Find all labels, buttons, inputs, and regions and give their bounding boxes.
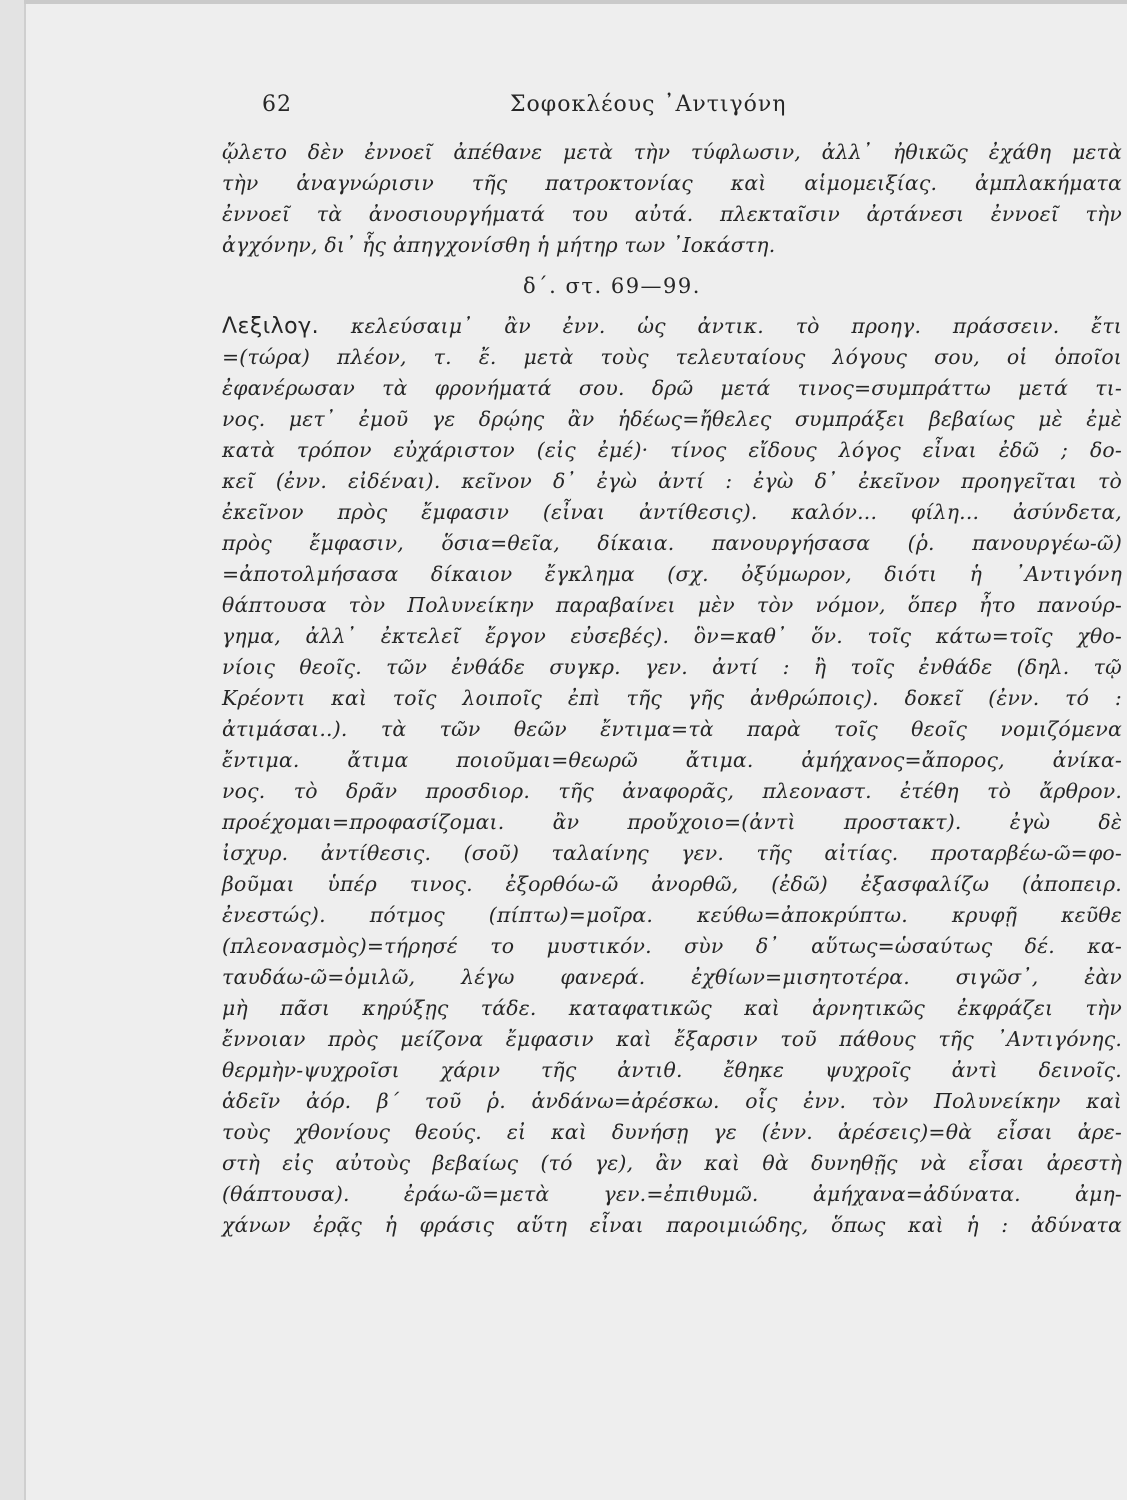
- intro-line: ἀγχόνην, δι᾿ ἧς ἀπηγχονίσθη ἡ μήτηρ των ᾿Ιοκάστη.: [222, 233, 776, 257]
- lexicon-line: βοῦμαι ὑπέρ τινος. ἐξορθόω-ῶ ἀνορθῶ, (ἐδῶ) ἐξασφαλίζω (ἀποπειρ.: [222, 872, 1122, 896]
- lexicon-line: κατὰ τρόπον εὐχάριστον (εἰς ἐμέ)· τίνος εἴδους λόγος εἶναι ἐδῶ ; δο-: [222, 438, 1122, 462]
- lexicon-line: κεῖ (ἐνν. εἰδέναι). κεῖνον δ᾿ ἐγὼ ἀντί : ἐγὼ δ᾿ ἐκεῖνον προηγεῖται τὸ: [222, 469, 1122, 493]
- intro-line: τὴν ἀναγνώρισιν τῆς πατροκτονίας καὶ αἱμομειξίας. ἀμπλακήματα: [222, 171, 1122, 195]
- lexicon-line: χάνων ἐρᾷς ἡ φράσις αὕτη εἶναι παροιμιώδης, ὅπως καὶ ἡ : ἀδύνατα: [222, 1213, 1122, 1237]
- lexicon-line: ἐνεστώς). πότμος (πίπτω)=μοῖρα. κεύθω=ἀποκρύπτω. κρυφῇ κεῦθε: [222, 903, 1122, 927]
- lexicon-line: νος. μετ᾿ ἐμοῦ γε δρῴης ἂν ἡδέως=ἤθελες συμπράξει βεβαίως μὲ ἐμὲ: [222, 407, 1122, 431]
- lexicon-line: Κρέοντι καὶ τοῖς λοιποῖς ἐπὶ τῆς γῆς ἀνθρώποις). δοκεῖ (ἐνν. τό :: [222, 686, 1122, 710]
- lexicon-line: ἐκεῖνον πρὸς ἔμφασιν (εἶναι ἀντίθεσις). καλόν... φίλη... ἀσύνδετα,: [222, 500, 1122, 524]
- lexicon-line: πρὸς ἔμφασιν, ὅσια=θεῖα, δίκαια. πανουργήσασα (ῥ. πανουργέω-ῶ): [222, 531, 1122, 555]
- page-number: 62: [262, 92, 292, 117]
- lexicon-line: νίοις θεοῖς. τῶν ἐνθάδε συγκρ. γεν. ἀντί : ἢ τοῖς ἐνθάδε (δηλ. τῷ: [222, 655, 1122, 679]
- lexicon-line: νος. τὸ δρᾶν προσδιορ. τῆς ἀναφορᾶς, πλεοναστ. ἐτέθη τὸ ἄρθρον.: [222, 779, 1122, 803]
- lexicon-line: ἀτιμάσαι..). τὰ τῶν θεῶν ἔντιμα=τὰ παρὰ τοῖς θεοῖς νομιζόμενα: [222, 717, 1122, 741]
- lexicon-first-line: [222, 311, 1122, 342]
- lexicon-line: ἔννοιαν πρὸς μείζονα ἔμφασιν καὶ ἔξαρσιν τοῦ πάθους τῆς ᾿Αντιγόνης.: [222, 1027, 1122, 1051]
- section-heading: δ΄. στ. 69—99.: [523, 274, 701, 298]
- lexicon-line: ἁδεῖν ἀόρ. β΄ τοῦ ῥ. ἁνδάνω=ἀρέσκω. οἷς ἐνν. τὸν Πολυνείκην καὶ: [222, 1089, 1122, 1113]
- lexicon-line: ἰσχυρ. ἀντίθεσις. (σοῦ) ταλαίνης γεν. τῆς αἰτίας. προταρβέω-ῶ=φο-: [222, 841, 1122, 865]
- lexicon-line: μὴ πᾶσι κηρύξῃς τάδε. καταφατικῶς καὶ ἀρνητικῶς ἐκφράζει τὴν: [222, 996, 1122, 1020]
- book-page: [24, 4, 1127, 1500]
- lexicon-line: ἐφανέρωσαν τὰ φρονήματά σου. δρῶ μετά τινος=συμπράττω μετά τι-: [222, 376, 1122, 400]
- lexicon-line: προέχομαι=προφασίζομαι. ἂν προὔχοιο=(ἀντὶ προστακτ). ἐγὼ δὲ: [222, 810, 1122, 834]
- lexicon-line: θάπτουσα τὸν Πολυνείκην παραβαίνει μὲν τὸν νόμον, ὅπερ ἦτο πανούρ-: [222, 593, 1122, 617]
- intro-line: ᾤλετο δὲν ἐννοεῖ ἀπέθανε μετὰ τὴν τύφλωσιν, ἀλλ᾿ ἠθικῶς ἐχάθη μετὰ: [222, 140, 1122, 164]
- lexicon-line: =ἀποτολμήσασα δίκαιον ἔγκλημα (σχ. ὀξύμωρον, διότι ἡ ᾿Αντιγόνη: [222, 562, 1122, 586]
- running-title: Σοφοκλέους ᾿Αντιγόνη: [510, 92, 787, 117]
- intro-line: ἐννοεῖ τὰ ἀνοσιουργήματά του αὐτά. πλεκταῖσιν ἀρτάνεσι ἐννοεῖ τὴν: [222, 202, 1122, 226]
- lexicon-label: Λεξιλογ.: [222, 314, 320, 339]
- lexicon-line: τοὺς χθονίους θεούς. εἰ καὶ δυνήσῃ γε (ἐνν. ἀρέσεις)=θὰ εἶσαι ἀρε-: [222, 1120, 1122, 1144]
- lexicon-line: γημα, ἀλλ᾿ ἐκτελεῖ ἔργον εὐσεβές). ὃν=καθ᾿ ὅν. τοῖς κάτω=τοῖς χθο-: [222, 624, 1122, 648]
- lexicon-line: (θάπτουσα). ἐράω-ῶ=μετὰ γεν.=ἐπιθυμῶ. ἀμήχανα=ἀδύνατα. ἀμη-: [222, 1182, 1122, 1206]
- lexicon-line: (πλεονασμὸς)=τήρησέ το μυστικόν. σὺν δ᾿ αὕτως=ὡσαύτως δέ. κα-: [222, 934, 1122, 958]
- lexicon-line: στὴ εἰς αὐτοὺς βεβαίως (τό γε), ἂν καὶ θὰ δυνηθῇς νὰ εἶσαι ἀρεστὴ: [222, 1151, 1122, 1175]
- lexicon-line: ἔντιμα. ἄτιμα ποιοῦμαι=θεωρῶ ἄτιμα. ἀμήχανος=ἄπορος, ἀνίκα-: [222, 748, 1122, 772]
- running-head: [26, 92, 1127, 132]
- lexicon-line: θερμὴν-ψυχροῖσι χάριν τῆς ἀντιθ. ἔθηκε ψυχροῖς ἀντὶ δεινοῖς.: [222, 1058, 1122, 1082]
- lexicon-line: ταυδάω-ῶ=ὁμιλῶ, λέγω φανερά. ἐχθίων=μισητοτέρα. σιγῶσ᾿, ἐὰν: [222, 965, 1122, 989]
- lexicon-line: =(τώρα) πλέον, τ. ἔ. μετὰ τοὺς τελευταίους λόγους σου, οἱ ὁποῖοι: [222, 345, 1122, 369]
- commentary-text: [222, 137, 1122, 1241]
- lexicon-first-line-text: κελεύσαιμ᾿ ἂν ἐνν. ὡς ἀντικ. τὸ προηγ. πράσσειν. ἔτι: [319, 314, 1122, 338]
